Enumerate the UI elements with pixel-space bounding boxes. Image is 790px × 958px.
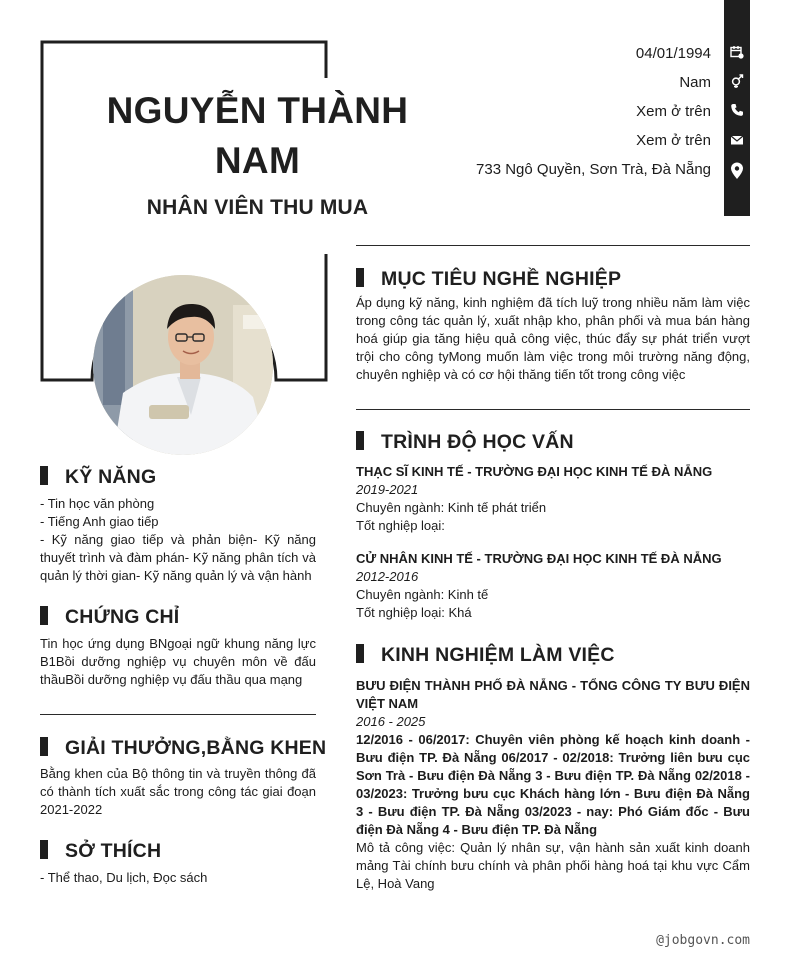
education-item [356, 463, 750, 535]
hobbies-text: - Thể thao, Du lịch, Đọc sách [40, 870, 208, 885]
hobbies-title: SỞ THÍCH [65, 840, 162, 862]
gender-icon [730, 74, 744, 88]
section-marker [356, 268, 364, 287]
email-icon [730, 133, 744, 147]
certificates-text: Tin học ứng dụng BNgoại ngữ khung năng lực B1Bồi dưỡng nghiệp vụ chuyên môn về đấu thầuBồi dưỡng nghiệp vụ đấu thầu qua mạng [40, 636, 316, 687]
section-title-hobbies [40, 840, 161, 863]
candidate-name-line1: NGUYỄN THÀNH [106, 90, 409, 131]
section-title-objective [356, 268, 621, 291]
education-major: Chuyên ngành: Kinh tế [356, 587, 489, 602]
education-title: TRÌNH ĐỘ HỌC VẤN [381, 431, 574, 453]
awards-text: Bằng khen của Bộ thông tin và truyền thông đã có thành tích xuất sắc trong công tác giai đoạn 2021-2022 [40, 766, 316, 817]
skill-item: - Tin học văn phòng [40, 496, 155, 511]
section-marker [40, 840, 48, 859]
avatar [93, 275, 273, 455]
contact-birthday: 04/01/1994 [635, 45, 711, 62]
section-marker [40, 737, 48, 756]
section-marker [356, 431, 364, 450]
education-grade: Tốt nghiệp loại: [356, 518, 445, 533]
education-period: 2012-2016 [356, 569, 419, 584]
experience-description: Mô tả công việc: Quản lý nhân sự, vận hành sản xuất kinh doanh mảng Tài chính bưu chính và phân phối hàng hoá tại khu vực Cẩm Lệ, Hoà Vang [356, 840, 750, 891]
experience-company: BƯU ĐIỆN THÀNH PHỐ ĐÀ NẴNG - TỔNG CÔNG TY BƯU ĐIỆN VIỆT NAM [356, 678, 750, 711]
education-degree: CỬ NHÂN KINH TẾ - TRƯỜNG ĐẠI HỌC KINH TẾ ĐÀ NẴNG [356, 551, 722, 566]
candidate-name-line2: NAM [214, 140, 301, 181]
divider-education [356, 409, 750, 410]
experience-details: 12/2016 - 06/2017: Chuyên viên phòng kế hoạch kinh doanh - Bưu điện TP. Đà Nẵng 06/2017 - 02/2018: Trưởng liên bưu cục Sơn Trà - Bưu điện Đà Nẵng 3 - Bưu điện TP. Đà Nẵng 02/2018 - 03/2023: Trưởng bưu cục Khách hàng lớn - Bưu điện Đà Nẵng 3 - Bưu điện TP. Đà Nẵng 03/2023 - nay: Phó Giám đốc - Bưu điện Đà Nẵng 4 - Bưu điện TP. Đà Nẵng [356, 732, 750, 837]
contact-gender: Nam [679, 74, 711, 91]
education-list [356, 463, 750, 637]
divider-objective [356, 245, 750, 246]
section-marker [40, 466, 48, 485]
objective-title: MỤC TIÊU NGHỀ NGHIỆP [381, 268, 622, 290]
section-marker [356, 644, 364, 663]
location-icon [730, 162, 744, 180]
section-title-experience [356, 644, 615, 667]
experience-title: KINH NGHIỆM LÀM VIỆC [381, 644, 615, 666]
awards-title: GIẢI THƯỞNG,BẰNG KHEN [65, 737, 327, 759]
education-degree: THẠC SĨ KINH TẾ - TRƯỜNG ĐẠI HỌC KINH TẾ ĐÀ NẴNG [356, 464, 713, 479]
education-period: 2019-2021 [356, 482, 419, 497]
contact-phone: Xem ở trên [636, 103, 711, 120]
job-title: NHÂN VIÊN THU MUA [146, 196, 369, 219]
name-block [70, 86, 445, 220]
experience-period: 2016 - 2025 [356, 714, 426, 729]
phone-icon [730, 103, 744, 117]
section-marker [40, 606, 48, 625]
skill-item: - Kỹ năng giao tiếp và phản biện- Kỹ năng thuyết trình và đàm phán- Kỹ năng phân tích và quản lý thời gian- Kỹ năng quản lý và vận hành [40, 532, 316, 583]
footer-watermark: @jobgovn.com [656, 933, 750, 948]
contact-list [476, 39, 711, 184]
section-title-awards [40, 737, 326, 760]
contact-address: 733 Ngô Quyền, Sơn Trà, Đà Nẵng [476, 161, 711, 178]
skill-item: - Tiếng Anh giao tiếp [40, 514, 159, 529]
section-title-education [356, 431, 574, 454]
contact-email: Xem ở trên [636, 132, 711, 149]
divider-awards [40, 714, 316, 715]
skills-title: KỸ NĂNG [65, 466, 157, 488]
avatar-illustration [93, 275, 273, 455]
skills-list [40, 495, 316, 585]
section-title-certificates [40, 606, 179, 629]
education-grade: Tốt nghiệp loại: Khá [356, 605, 472, 620]
certificates-title: CHỨNG CHỈ [65, 606, 180, 628]
experience-list [356, 677, 750, 893]
section-title-skills [40, 466, 156, 489]
education-major: Chuyên ngành: Kinh tế phát triển [356, 500, 547, 515]
objective-text: Áp dụng kỹ năng, kinh nghiệm đã tích luỹ trong nhiều năm làm việc trong công tác quản lý, xuất nhập kho, phân phối và mua bán hàng hoá giúp gia tăng hiệu quả công việc, thúc đẩy sự phát triển vượt trội cho công tyMong muốn làm việc trong môi trường năng động, chuyên nghiệp và có cơ hội thăng tiến tốt trong công việc [356, 295, 750, 382]
education-item [356, 550, 750, 622]
calendar-icon [730, 45, 744, 59]
candidate-name [70, 86, 445, 186]
